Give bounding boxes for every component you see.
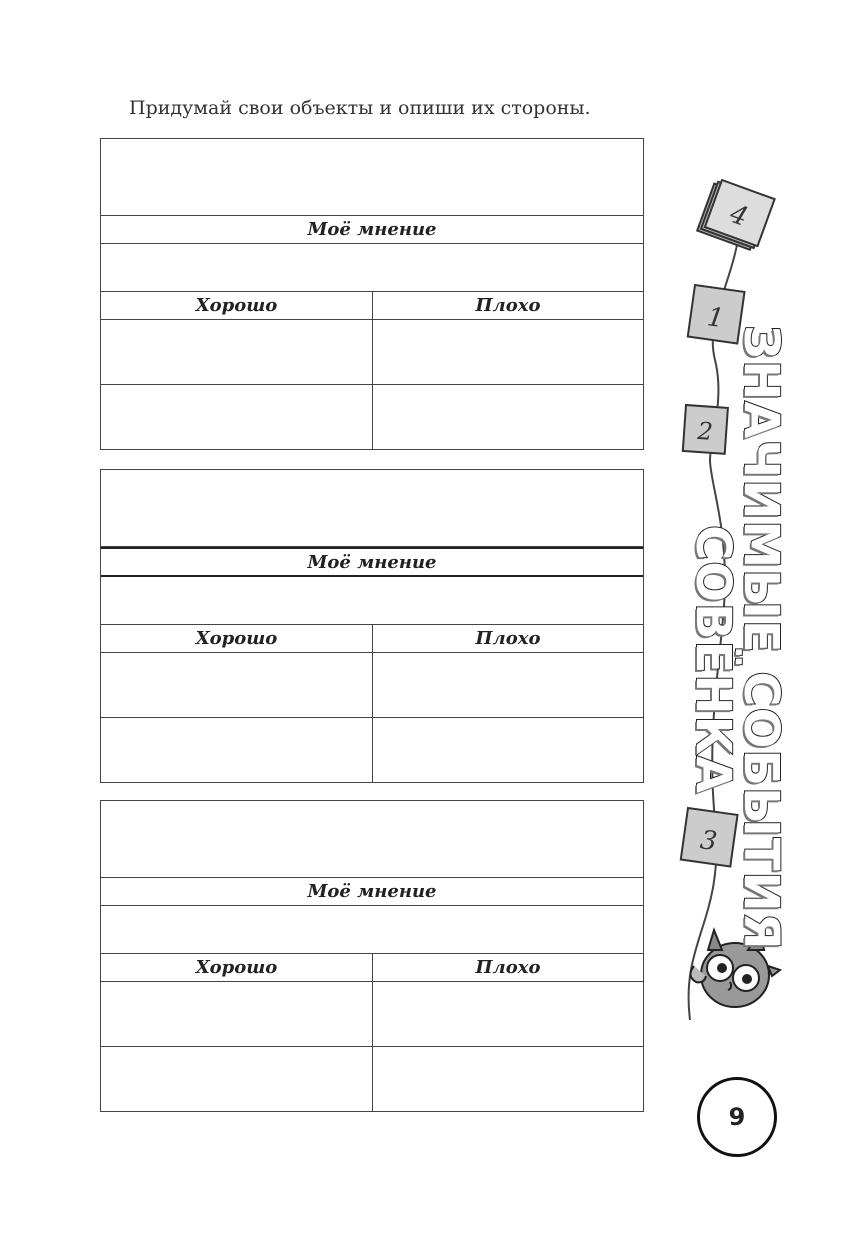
good-field[interactable] — [101, 653, 372, 717]
opinion-field[interactable] — [101, 244, 643, 292]
opinion-label: Моё мнение — [101, 878, 643, 906]
calendar-page-icon — [683, 405, 728, 454]
bad-field[interactable] — [372, 320, 643, 384]
good-header: Хорошо — [195, 628, 278, 649]
good-field[interactable] — [101, 320, 372, 384]
calendar-number: 4 — [725, 198, 752, 233]
pros-cons-header — [101, 292, 643, 320]
opinion-field[interactable] — [101, 906, 643, 954]
pros-cons-row — [101, 653, 643, 717]
pros-cons-row — [101, 320, 643, 384]
calendar-number: 3 — [698, 825, 719, 858]
object-card-3 — [100, 800, 644, 1112]
good-field[interactable] — [101, 982, 372, 1046]
bad-field[interactable] — [372, 718, 643, 782]
good-header: Хорошо — [195, 957, 278, 978]
object-name-field[interactable] — [101, 470, 643, 547]
calendar-page-icon — [681, 808, 738, 866]
good-header: Хорошо — [195, 295, 278, 316]
bad-header: Плохо — [372, 954, 643, 981]
pros-cons-header — [101, 625, 643, 653]
bad-field[interactable] — [372, 385, 643, 449]
calendar-number: 2 — [696, 416, 714, 446]
pros-cons-row — [101, 717, 643, 782]
object-card-1 — [100, 138, 644, 450]
pros-cons-row — [101, 1046, 643, 1111]
opinion-field[interactable] — [101, 577, 643, 625]
calendar-number: 1 — [705, 302, 726, 335]
object-name-field[interactable] — [101, 801, 643, 878]
page-number: 9 — [697, 1077, 777, 1157]
bad-field[interactable] — [372, 982, 643, 1046]
good-field[interactable] — [101, 385, 372, 449]
bad-header: Плохо — [372, 292, 643, 319]
bad-field[interactable] — [372, 1047, 643, 1111]
pros-cons-row — [101, 384, 643, 449]
instruction-text: Придумай свои объекты и опиши их стороны. — [129, 97, 591, 119]
calendar-page-icon — [697, 178, 774, 252]
side-title-line-1: ЗНАЧИМЫЕ СОБЫТИЯ — [733, 325, 789, 951]
object-card-2 — [100, 469, 644, 783]
pros-cons-header — [101, 954, 643, 982]
pros-cons-row — [101, 982, 643, 1046]
bad-header: Плохо — [372, 625, 643, 652]
side-title-line-2: СОВЁНКА — [685, 525, 741, 794]
object-name-field[interactable] — [101, 139, 643, 216]
good-field[interactable] — [101, 1047, 372, 1111]
good-field[interactable] — [101, 718, 372, 782]
opinion-label: Моё мнение — [101, 547, 643, 577]
bad-field[interactable] — [372, 653, 643, 717]
opinion-label: Моё мнение — [101, 216, 643, 244]
